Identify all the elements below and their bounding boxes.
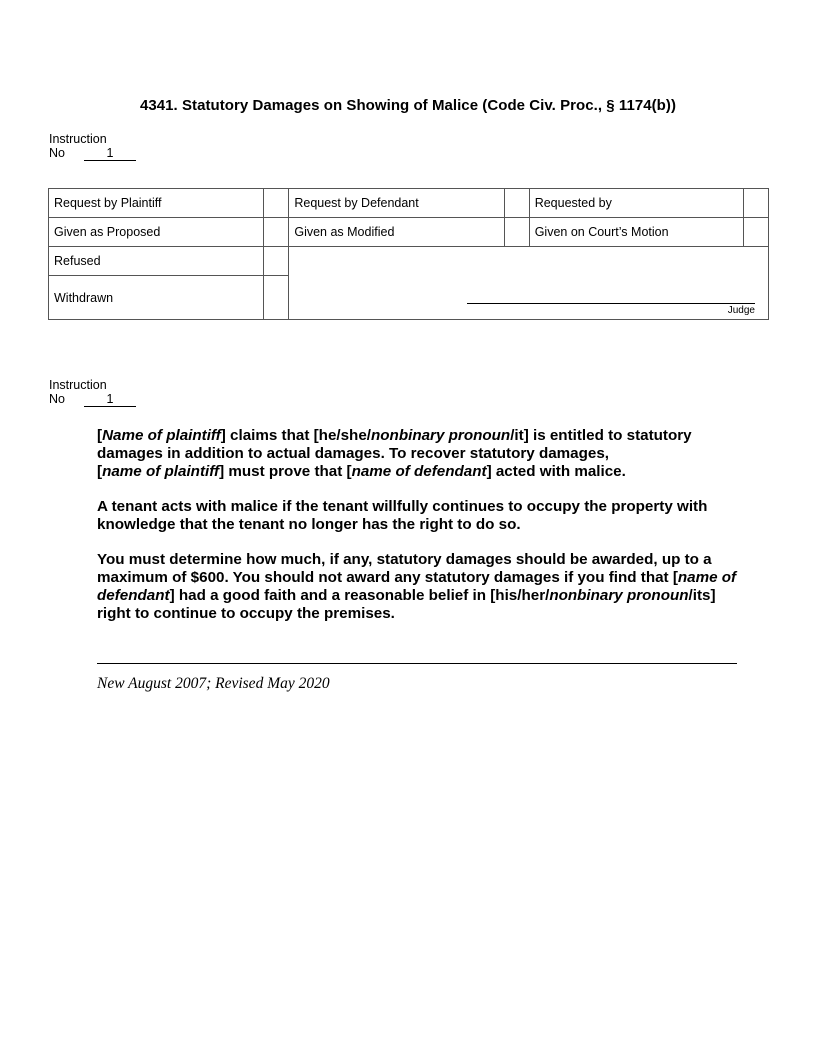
- judge-signature-area: [289, 247, 769, 320]
- request-by-defendant-label: Request by Defendant: [289, 189, 504, 218]
- instruction-label: Instruction: [49, 132, 107, 146]
- text-run: /it] is entitled to statutory damages in addition to actual damages. To recover statutory damages,: [97, 427, 692, 462]
- text-run: ] had a good faith and a reasonable belief in [his/her/: [169, 587, 550, 604]
- request-by-defendant-box[interactable]: [504, 189, 529, 218]
- instruction-no-label: No: [49, 146, 65, 160]
- instruction-label: Instruction: [49, 378, 107, 392]
- judge-signature-line[interactable]: [467, 303, 755, 304]
- instruction-no-value: 1: [84, 393, 136, 407]
- body-paragraph-1: [97, 427, 747, 481]
- refused-label: Refused: [49, 247, 264, 276]
- instruction-body: [97, 427, 747, 640]
- requested-by-box[interactable]: [743, 189, 768, 218]
- placeholder-text: nonbinary pronoun: [549, 587, 689, 604]
- refused-box[interactable]: [264, 247, 289, 276]
- given-as-proposed-box[interactable]: [264, 218, 289, 247]
- judge-label: Judge: [727, 305, 755, 316]
- request-by-plaintiff-label: Request by Plaintiff: [49, 189, 264, 218]
- placeholder-text: name of defendant: [351, 463, 487, 480]
- request-by-plaintiff-box[interactable]: [264, 189, 289, 218]
- instruction-no-label: No: [49, 392, 65, 406]
- given-as-modified-box[interactable]: [504, 218, 529, 247]
- withdrawn-box[interactable]: [264, 276, 289, 320]
- instruction-no-value: 1: [84, 147, 136, 161]
- given-as-proposed-label: Given as Proposed: [49, 218, 264, 247]
- instruction-number-bottom: [49, 378, 136, 407]
- request-table: [48, 188, 769, 320]
- placeholder-text: nonbinary pronoun: [371, 427, 511, 444]
- text-run: You must determine how much, if any, statutory damages should be awarded, up to a maximum of $600. You should not award any statutory damages if you find that [: [97, 551, 712, 586]
- text-run: [: [97, 463, 103, 480]
- text-run: ] acted with malice.: [486, 463, 626, 480]
- instruction-number-top: [49, 132, 136, 161]
- requested-by-label: Requested by: [529, 189, 743, 218]
- withdrawn-label: Withdrawn: [49, 276, 264, 320]
- text-run: [: [97, 427, 103, 444]
- placeholder-text: Name of plaintiff: [102, 427, 221, 444]
- revision-history: New August 2007; Revised May 2020: [97, 675, 330, 692]
- text-run: /its] right to continue to occupy the premises.: [97, 587, 716, 622]
- text-run: ] claims that [he/she/: [220, 427, 371, 444]
- page-title: 4341. Statutory Damages on Showing of Malice (Code Civ. Proc., § 1174(b)): [139, 97, 676, 114]
- given-as-modified-label: Given as Modified: [289, 218, 504, 247]
- body-paragraph-2: A tenant acts with malice if the tenant willfully continues to occupy the property with knowledge that the tenant no longer has the right to do so.: [97, 498, 708, 533]
- given-on-courts-motion-box[interactable]: [743, 218, 768, 247]
- body-paragraph-3: [97, 551, 747, 623]
- placeholder-text: name of defendant: [97, 569, 737, 604]
- placeholder-text: name of plaintiff: [102, 463, 220, 480]
- text-run: ] must prove that [: [219, 463, 352, 480]
- given-on-courts-motion-label: Given on Court’s Motion: [529, 218, 743, 247]
- separator-rule: [97, 663, 737, 664]
